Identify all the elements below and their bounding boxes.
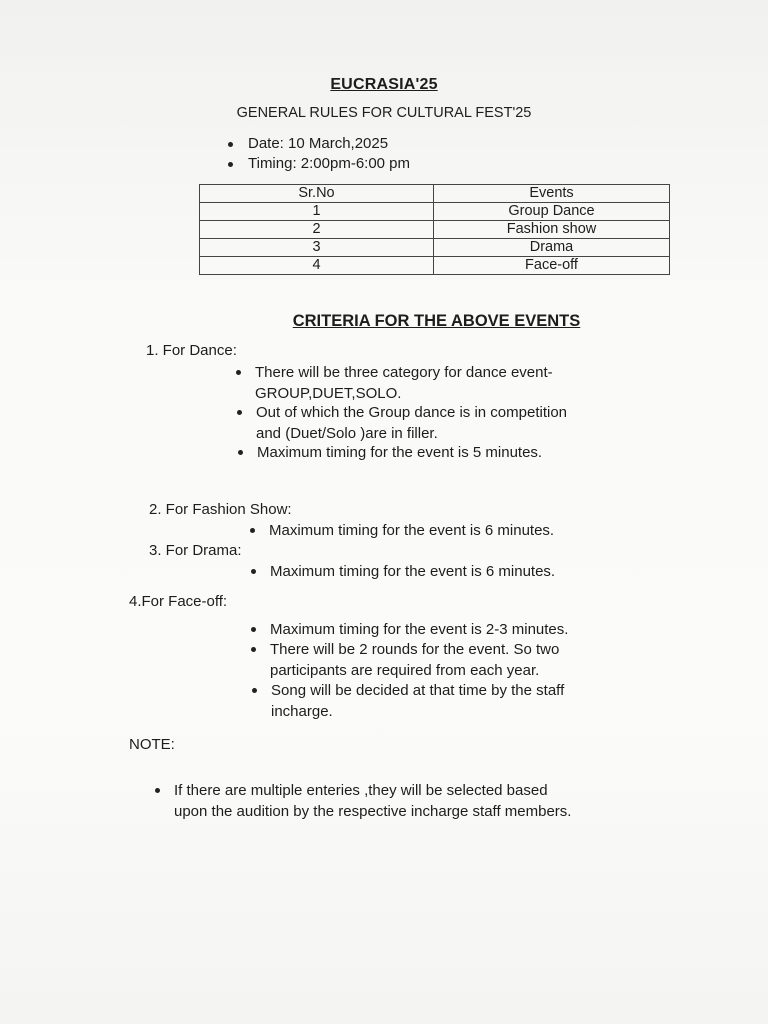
- cell-srno: 2: [200, 221, 434, 239]
- list-item: Out of which the Group dance is in competition and (Duet/Solo )are in filler.: [256, 402, 567, 444]
- list-item: Song will be decided at that time by the staff incharge.: [271, 680, 564, 722]
- criteria-heading: CRITERIA FOR THE ABOVE EVENTS: [292, 312, 581, 330]
- document-subtitle: GENERAL RULES FOR CULTURAL FEST'25: [236, 105, 532, 121]
- table-row: [200, 203, 670, 221]
- cell-event: Group Dance: [434, 203, 670, 221]
- section-drama-heading: 3. For Drama:: [149, 542, 242, 559]
- list-item: Maximum timing for the event is 6 minutes.: [270, 561, 555, 582]
- bullet-icon: [237, 410, 242, 415]
- table-row: [200, 257, 670, 275]
- table-header-row: [200, 185, 670, 203]
- bullet-icon: [155, 788, 160, 793]
- bullet-icon: [236, 370, 241, 375]
- section-fashion-heading: 2. For Fashion Show:: [149, 501, 292, 518]
- bullet-icon: [238, 450, 243, 455]
- cell-srno: 1: [200, 203, 434, 221]
- section-faceoff-heading: 4.For Face-off:: [129, 593, 228, 610]
- cell-event: Face-off: [434, 257, 670, 275]
- cell-event: Fashion show: [434, 221, 670, 239]
- section-dance-heading: 1. For Dance:: [146, 342, 237, 359]
- bullet-icon: [252, 688, 257, 693]
- events-table: [199, 184, 670, 275]
- info-timing: Timing: 2:00pm-6:00 pm: [228, 154, 410, 174]
- list-item: Maximum timing for the event is 6 minutes.: [269, 520, 554, 541]
- cell-srno: 3: [200, 239, 434, 257]
- header-srno: Sr.No: [200, 185, 434, 203]
- note-heading: NOTE:: [129, 736, 175, 753]
- bullet-icon: [251, 627, 256, 632]
- list-item: There will be 2 rounds for the event. So two participants are required from each year.: [270, 639, 559, 681]
- cell-event: Drama: [434, 239, 670, 257]
- bullet-icon: [228, 142, 233, 147]
- cell-srno: 4: [200, 257, 434, 275]
- info-date: Date: 10 March,2025: [228, 134, 410, 154]
- info-list: [228, 134, 410, 174]
- list-item: Maximum timing for the event is 2-3 minutes.: [270, 619, 568, 640]
- document-title: EUCRASIA'25: [330, 76, 438, 93]
- list-item: Maximum timing for the event is 5 minutes.: [257, 442, 542, 463]
- header-events: Events: [434, 185, 670, 203]
- bullet-icon: [228, 162, 233, 167]
- bullet-icon: [250, 528, 255, 533]
- list-item: There will be three category for dance event- GROUP,DUET,SOLO.: [255, 362, 553, 404]
- note-item: If there are multiple enteries ,they will be selected based upon the audition by the respective incharge staff members.: [174, 780, 571, 822]
- table-row: [200, 221, 670, 239]
- table-row: [200, 239, 670, 257]
- bullet-icon: [251, 569, 256, 574]
- bullet-icon: [251, 647, 256, 652]
